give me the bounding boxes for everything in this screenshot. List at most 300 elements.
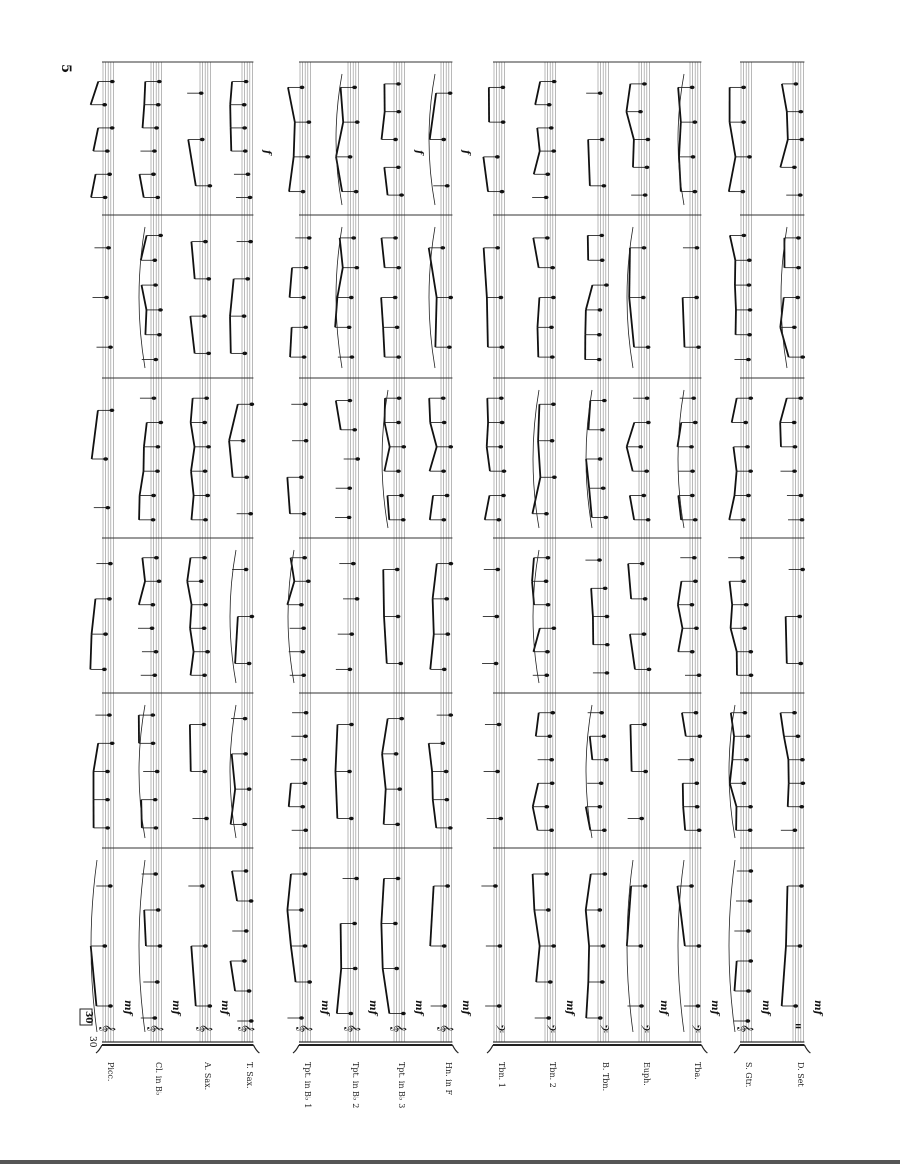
- note-head: [498, 817, 503, 820]
- note-head: [155, 770, 160, 773]
- note-head: [495, 155, 500, 158]
- bracket-hook: [452, 1045, 458, 1053]
- beam: [381, 879, 384, 924]
- beam: [735, 285, 736, 310]
- note-head: [249, 615, 254, 618]
- note-head: [799, 138, 804, 141]
- beam: [780, 423, 781, 447]
- note-head: [103, 196, 108, 199]
- note-head: [202, 674, 207, 677]
- note-head: [108, 345, 113, 348]
- note-head: [301, 190, 306, 193]
- beam: [337, 969, 341, 1014]
- note-head: [401, 445, 406, 448]
- note-head: [603, 587, 608, 590]
- note-head: [202, 421, 207, 424]
- note-head: [747, 283, 752, 286]
- note-head: [742, 711, 747, 714]
- staff-tpt2: [344, 62, 360, 1042]
- dynamic-mf: mf: [122, 1000, 133, 1015]
- beam: [430, 447, 437, 471]
- note-head: [496, 518, 501, 521]
- staff-tpt3: [390, 62, 406, 1042]
- beam: [588, 946, 589, 982]
- note-head: [741, 518, 746, 521]
- note-head: [244, 929, 249, 932]
- beam: [383, 570, 384, 617]
- note-head: [152, 1016, 157, 1019]
- note-head: [549, 829, 554, 832]
- note-head: [696, 1004, 701, 1007]
- beam: [191, 242, 194, 279]
- note-head: [105, 149, 110, 152]
- note-head: [242, 314, 247, 317]
- note-head: [643, 597, 648, 600]
- beam: [788, 783, 789, 807]
- note-head: [597, 908, 602, 911]
- beam: [536, 946, 539, 982]
- dynamic-mf: mf: [564, 1000, 575, 1015]
- note-head: [395, 823, 400, 826]
- note-head: [741, 580, 746, 583]
- note-head: [396, 355, 401, 358]
- beam: [92, 410, 98, 459]
- note-head: [689, 758, 694, 761]
- note-head: [200, 138, 205, 141]
- note-head: [199, 91, 204, 94]
- note-head: [202, 770, 207, 773]
- beam: [384, 789, 386, 824]
- beam: [433, 800, 436, 828]
- note-head: [551, 296, 556, 299]
- note-head: [153, 798, 158, 801]
- beam: [786, 617, 787, 664]
- note-head: [645, 166, 650, 169]
- note-head: [301, 296, 306, 299]
- note-head: [107, 597, 112, 600]
- note-head: [645, 138, 650, 141]
- dynamic-mf: mf: [658, 1000, 669, 1015]
- beam: [730, 581, 733, 605]
- beam: [191, 447, 194, 471]
- note-head: [544, 580, 549, 583]
- beam: [780, 140, 787, 168]
- note-head: [551, 403, 556, 406]
- instrument-label-hn: Hn. in F: [444, 1062, 453, 1096]
- note-head: [355, 457, 360, 460]
- note-head: [597, 333, 602, 336]
- note-head: [448, 296, 453, 299]
- note-head: [602, 872, 607, 875]
- beam: [381, 924, 382, 969]
- note-head: [247, 989, 252, 992]
- beam: [191, 946, 195, 1006]
- note-head: [249, 403, 254, 406]
- beam: [190, 628, 194, 652]
- note-head: [401, 518, 406, 521]
- beam: [729, 157, 736, 192]
- beam: [229, 404, 238, 441]
- beam: [626, 84, 630, 112]
- beam: [628, 564, 631, 599]
- note-head: [206, 352, 211, 355]
- note-head: [103, 632, 108, 635]
- beam: [294, 122, 295, 157]
- clef-icon: 𝄞: [196, 1024, 212, 1033]
- instrument-label-tsax: T. Sax.: [245, 1062, 254, 1089]
- note-head: [448, 91, 453, 94]
- staff-btbn: [594, 62, 610, 1042]
- note-head: [302, 782, 307, 785]
- beam: [93, 743, 98, 771]
- note-head: [354, 190, 359, 193]
- note-head: [798, 110, 803, 113]
- note-head: [798, 944, 803, 947]
- note-head: [792, 711, 797, 714]
- beam: [734, 471, 736, 495]
- note-head: [600, 138, 605, 141]
- note-head: [200, 884, 205, 887]
- note-head: [749, 674, 754, 677]
- note-head: [110, 80, 115, 83]
- note-head: [500, 86, 505, 89]
- note-head: [797, 615, 802, 618]
- note-head: [396, 615, 401, 618]
- note-head: [692, 190, 697, 193]
- note-head: [352, 428, 357, 431]
- note-head: [302, 556, 307, 559]
- note-head: [499, 345, 504, 348]
- note-head: [643, 884, 648, 887]
- note-head: [602, 829, 607, 832]
- note-head: [353, 967, 358, 970]
- note-head: [600, 980, 605, 983]
- beam: [337, 268, 342, 298]
- rehearsal-mark: [80, 1009, 93, 1025]
- instrument-label-tbn1: Tbn. 1: [497, 1062, 506, 1088]
- dynamic-mf: mf: [413, 1000, 424, 1015]
- dynamic-mf: mf: [460, 1000, 471, 1015]
- note-head: [205, 650, 210, 653]
- note-head: [440, 246, 445, 249]
- note-head: [399, 494, 404, 497]
- note-head: [207, 1004, 212, 1007]
- beam: [485, 496, 490, 520]
- note-head: [448, 713, 453, 716]
- note-head: [746, 735, 751, 738]
- note-head: [548, 980, 553, 983]
- note-head: [304, 266, 309, 269]
- beam: [487, 447, 490, 471]
- note-head: [303, 944, 308, 947]
- note-head: [105, 826, 110, 829]
- beam: [336, 122, 343, 157]
- beam: [232, 754, 235, 789]
- rehearsal-mark-label: 30: [83, 1011, 93, 1024]
- beam: [429, 398, 430, 422]
- beam: [678, 628, 682, 652]
- note-head: [151, 494, 156, 497]
- note-head: [103, 457, 108, 460]
- note-head: [793, 445, 798, 448]
- note-head: [393, 138, 398, 141]
- instrument-label-tba: Tba.: [693, 1062, 702, 1080]
- note-head: [199, 580, 204, 583]
- note-head: [748, 869, 753, 872]
- note-head: [307, 236, 312, 239]
- staff-picc: [99, 62, 115, 1042]
- clef-icon: 𝄢: [490, 1024, 506, 1034]
- note-head: [552, 476, 557, 479]
- notes-tpt3: [381, 82, 424, 1016]
- note-head: [152, 259, 157, 262]
- beam: [730, 760, 733, 784]
- note-head: [106, 246, 111, 249]
- note-head: [354, 266, 359, 269]
- note-head: [746, 989, 751, 992]
- note-head: [746, 494, 751, 497]
- beam: [430, 886, 433, 946]
- note-head: [792, 469, 797, 472]
- note-head: [442, 668, 447, 671]
- note-head: [306, 120, 311, 123]
- note-head: [396, 82, 401, 85]
- note-head: [493, 884, 498, 887]
- note-head: [306, 580, 311, 583]
- note-head: [798, 193, 803, 196]
- note-head: [153, 283, 158, 286]
- note-head: [740, 556, 745, 559]
- note-head: [605, 615, 610, 618]
- note-head: [497, 944, 502, 947]
- note-head: [153, 872, 158, 875]
- beam: [731, 628, 737, 652]
- note-head: [349, 817, 354, 820]
- note-head: [102, 944, 107, 947]
- beam: [232, 871, 237, 901]
- beam: [729, 496, 734, 520]
- beam: [679, 122, 681, 157]
- clef-icon: 𝄢: [635, 1024, 651, 1034]
- note-head: [545, 173, 550, 176]
- beam: [629, 298, 634, 348]
- note-head: [203, 518, 208, 521]
- note-head: [152, 396, 157, 399]
- note-head: [202, 314, 207, 317]
- note-head: [207, 184, 212, 187]
- note-head: [206, 445, 211, 448]
- beam: [591, 588, 593, 616]
- note-head: [242, 103, 247, 106]
- beam: [187, 558, 190, 582]
- note-head: [157, 80, 162, 83]
- note-head: [248, 240, 253, 243]
- note-head: [800, 568, 805, 571]
- note-head: [444, 597, 449, 600]
- note-head: [243, 717, 248, 720]
- note-head: [349, 355, 354, 358]
- note-head: [694, 627, 699, 630]
- note-head: [242, 126, 247, 129]
- beam: [586, 910, 589, 946]
- note-head: [347, 487, 352, 490]
- note-head: [692, 120, 697, 123]
- note-head: [550, 439, 555, 442]
- note-head: [597, 308, 602, 311]
- beam: [290, 327, 292, 357]
- beam: [139, 496, 140, 520]
- note-head: [397, 396, 402, 399]
- note-head: [497, 723, 502, 726]
- note-head: [546, 556, 551, 559]
- note-head: [158, 421, 163, 424]
- note-head: [202, 556, 207, 559]
- note-head: [242, 352, 247, 355]
- note-head: [303, 403, 308, 406]
- note-head: [105, 798, 110, 801]
- instrument-labels: [106, 1061, 805, 1108]
- beam: [731, 605, 733, 629]
- barlines: [102, 62, 804, 1042]
- note-head: [691, 155, 696, 158]
- note-head: [800, 355, 805, 358]
- note-head: [552, 80, 557, 83]
- note-head: [800, 518, 805, 521]
- note-head: [500, 421, 505, 424]
- dynamic-mf: mf: [812, 1000, 823, 1015]
- note-head: [441, 518, 446, 521]
- notes-cl: [138, 80, 181, 1032]
- slur: [139, 860, 145, 1032]
- note-head: [157, 333, 162, 336]
- note-head: [544, 872, 549, 875]
- beam: [335, 725, 337, 772]
- note-head: [109, 409, 114, 412]
- clef-icon: 𝄞: [147, 1024, 163, 1033]
- instrument-label-euph: Euph.: [642, 1062, 651, 1086]
- clef-icon: 𝄞: [344, 1024, 360, 1033]
- beam: [289, 783, 291, 807]
- note-head: [601, 487, 606, 490]
- note-head: [549, 126, 554, 129]
- note-head: [741, 86, 746, 89]
- beam: [732, 736, 734, 760]
- beam: [730, 783, 737, 807]
- beam: [537, 327, 538, 357]
- bracket-hook: [734, 1045, 740, 1053]
- note-head: [396, 110, 401, 113]
- beam: [289, 157, 294, 192]
- clef-icon: 𝄢: [541, 1024, 557, 1034]
- instrument-label-dset: D. Set: [796, 1062, 805, 1087]
- notes-sgtr: [728, 86, 771, 1032]
- beam: [630, 496, 634, 520]
- note-head: [741, 120, 746, 123]
- note-head: [104, 296, 109, 299]
- notes-tpt1: [287, 86, 330, 1020]
- note-head: [245, 277, 250, 280]
- beam: [190, 316, 194, 353]
- beam: [586, 874, 591, 910]
- beam: [780, 713, 783, 737]
- note-head: [205, 494, 210, 497]
- bracket-hook: [804, 1045, 810, 1053]
- bracket-hook: [487, 1045, 493, 1053]
- instrument-label-btbn: B. Tbn.: [601, 1062, 610, 1092]
- note-head: [442, 1004, 447, 1007]
- note-head: [697, 829, 702, 832]
- note-head: [495, 568, 500, 571]
- beam: [533, 238, 538, 268]
- note-head: [351, 236, 356, 239]
- dynamic-f: f: [413, 150, 424, 155]
- note-head: [247, 662, 252, 665]
- beam: [340, 238, 343, 268]
- note-head: [544, 674, 549, 677]
- clef-icon: 𝄢: [594, 1024, 610, 1034]
- beam: [430, 93, 436, 139]
- note-head: [158, 308, 163, 311]
- note-head: [155, 469, 160, 472]
- note-head: [347, 516, 352, 519]
- note-head: [642, 723, 647, 726]
- note-head: [643, 770, 648, 773]
- note-head: [396, 877, 401, 880]
- note-head: [694, 711, 699, 714]
- note-head: [204, 817, 209, 820]
- staff-sgtr: [737, 62, 753, 1042]
- note-head: [347, 770, 352, 773]
- beam: [787, 112, 788, 140]
- note-head: [156, 908, 161, 911]
- beam: [230, 316, 231, 353]
- dynamic-mf: mf: [367, 1000, 378, 1015]
- note-head: [495, 246, 500, 249]
- note-head: [498, 296, 503, 299]
- note-head: [349, 632, 354, 635]
- beam: [93, 128, 98, 151]
- note-head: [745, 1019, 750, 1022]
- note-head: [397, 787, 402, 790]
- note-head: [300, 86, 305, 89]
- note-head: [154, 126, 159, 129]
- note-head: [152, 149, 157, 152]
- note-head: [689, 445, 694, 448]
- bracket-hook: [253, 1045, 259, 1053]
- note-head: [646, 518, 651, 521]
- beam: [188, 140, 196, 186]
- beam: [229, 441, 233, 478]
- note-head: [399, 717, 404, 720]
- beam: [734, 961, 736, 991]
- note-head: [796, 735, 801, 738]
- note-head: [393, 296, 398, 299]
- note-head: [690, 86, 695, 89]
- beam: [382, 719, 388, 754]
- note-head: [547, 103, 552, 106]
- note-head: [642, 246, 647, 249]
- note-head: [741, 782, 746, 785]
- note-head: [441, 396, 446, 399]
- beam: [144, 910, 146, 946]
- notes-picc: [90, 80, 133, 1032]
- note-head: [748, 829, 753, 832]
- beam: [139, 581, 145, 605]
- note-head: [793, 1004, 798, 1007]
- note-head: [396, 166, 401, 169]
- note-head: [304, 439, 309, 442]
- note-head: [305, 155, 310, 158]
